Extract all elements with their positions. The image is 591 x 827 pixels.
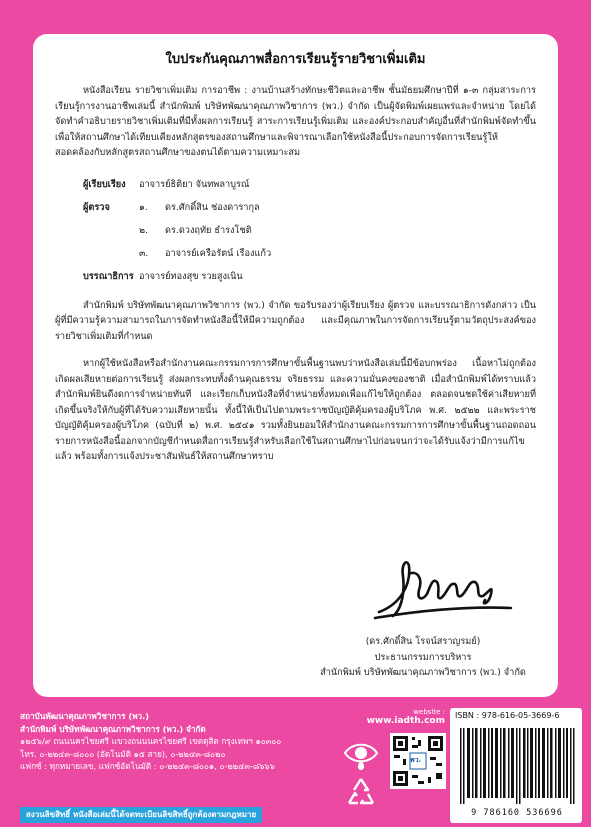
- signer-organization: สำนักพิมพ์ บริษัทพัฒนาคุณภาพวิชาการ (พว.) จำกัด: [320, 667, 526, 678]
- qr-label: พว.: [410, 756, 422, 764]
- recycle-icon: [344, 776, 378, 808]
- barcode-digits: 9 786160 536696: [471, 808, 563, 818]
- certification-paragraph: สำนักพิมพ์ บริษัทพัฒนาคุณภาพวิชาการ (พว.) จำกัด ขอรับรองว่าผู้เรียบเรียง ผู้ตรวจ และบรรณาธิการดังกล่าว เป็นผู้ที่มีความรู้ความสามารถในการจัดทำหนังสือนี้ให้มีความถูกต้อง และมีคุณภาพในการจัดการเรียนรู้ตามวัตถุประสงค์ของรายวิชาเพิ่มเติมที่กำหนด: [55, 299, 536, 342]
- reviewers-label: ผู้ตรวจ: [83, 201, 110, 213]
- signer-name: (ดร.ศักดิ์สิน โรจน์สราญรมย์): [365, 636, 481, 647]
- author-label: ผู้เรียบเรียง: [83, 178, 126, 190]
- footer: [0, 700, 591, 827]
- phone: โทร. ๐-๒๒๔๓-๘๐๐๐ (อัตโนมัติ ๑๕ สาย), ๐-๒๒๔๓-๘๐๒๐: [20, 748, 226, 759]
- copyright-notice: สงวนลิขสิทธิ์ หนังสือเล่มนี้ได้จดทะเบียนลิขสิทธิ์ถูกต้องตามกฎหมาย: [20, 807, 262, 823]
- org-name-1: สถาบันพัฒนาคุณภาพวิชาการ (พว.): [20, 711, 149, 721]
- reviewer-row: [55, 219, 536, 242]
- address: ๑๒๕๖/๙ ถนนนครไชยศรี แขวงถนนนครไชยศรี เขตดุสิต กรุงเทพฯ ๑๐๓๐๐: [20, 736, 282, 746]
- eye-care-icon: [342, 734, 380, 772]
- website-link[interactable]: www.iadth.com: [366, 716, 445, 726]
- reviewer-name: ดร.ดวงฤทัย ธำรงโชติ: [165, 224, 252, 236]
- editor-name: อาจารย์ทองสุข รวยสูงเนิน: [139, 270, 243, 282]
- reviewer-name: อาจารย์เครือรัตน์ เรืองแก้ว: [165, 247, 272, 259]
- website-label: website :: [413, 708, 445, 716]
- liability-paragraph: หากผู้ใช้หนังสือหรือสำนักงานคณะกรรมการการศึกษาขั้นพื้นฐานพบว่าหนังสือเล่มนี้มีข้อบกพร่อง เนื้อหาไม่ถูกต้อง เกิดผลเสียหายต่อการเรียนรู้ ส่งผลกระทบทั้งด้านคุณธรรม จริยธรรม และความมั่นคงของชาติ เมื่อสำนักพิมพ์ได้ทราบแล้ว สำนักพิมพ์ยินดีงดการจำหน่ายทันที และเรียกเก็บหนังสือที่จำหน่ายทั้งหมดเพื่อแก้ไขให้ถูกต้อง ตลอดจนชดใช้ค่าเสียหายที่เกิดขึ้นจริงให้กับผู้ที่ได้รับความเสียหายนั้น ทั้งนี้ให้เป็นไปตามพระราชบัญญัติคุ้มครองผู้บริโภค พ.ศ. ๒๕๒๒ และพระราชบัญญัติคุ้มครองผู้บริโภค (ฉบับที่ ๒) พ.ศ. ๒๕๔๑ รวมทั้งยินยอมให้สำนักงานคณะกรรมการการศึกษาขั้นพื้นฐานถอดถอนรายการหนังสือนี้ออกจากบัญชีกำหนดสื่อการเรียนรู้สำหรับเลือกใช้ในสถานศึกษาไปก่อนจนกว่าจะได้รับแจ้งว่ามีการแก้ไขแล้ว พร้อมทั้งการแจ้งประชาสัมพันธ์ให้สถานศึกษาทราบ: [55, 358, 536, 462]
- org-name-2: สำนักพิมพ์ บริษัทพัฒนาคุณภาพวิชาการ (พว.) จำกัด: [20, 723, 206, 734]
- reviewer-row: [55, 196, 536, 219]
- isbn-box: [450, 708, 582, 823]
- isbn-label: ISBN : 978-616-05-3669-6: [455, 711, 560, 720]
- signer-title: ประธานกรรมการบริหาร: [374, 651, 472, 663]
- certificate-title: ใบประกันคุณภาพสื่อการเรียนรู้รายวิชาเพิ่มเติม: [165, 52, 426, 67]
- intro-paragraph: หนังสือเรียน รายวิชาเพิ่มเติม การอาชีพ : งานบ้านสร้างทักษะชีวิตและอาชีพ ชั้นมัธยมศึกษาปีที่ ๑-๓ กลุ่มสาระการเรียนรู้การงานอาชีพเล่มนี้ สำนักพิมพ์ บริษัทพัฒนาคุณภาพวิชาการ (พว.) จำกัด เป็นผู้จัดพิมพ์เผยแพร่และจำหน่าย โดยได้จัดทำคำอธิบายรายวิชาเพิ่มเติมที่มีทั้งผลการเรียนรู้ สาระการเรียนรู้เพิ่มเติม และองค์ประกอบสำคัญอื่นที่สำนักพิมพ์จัดทำขึ้น เพื่อให้สถานศึกษาได้เทียบเคียงหลักสูตรของสถานศึกษาและพิจารณาเลือกใช้หนังสือนี้ประกอบการจัดการเรียนรู้ให้สอดคล้องกับหลักสูตรสถานศึกษาของตนได้ตามความเหมาะสม: [55, 85, 536, 158]
- certificate-card: [33, 34, 558, 697]
- barcode: [458, 728, 576, 804]
- author-name: อาจารย์ธิติยา จันทพลาบูรณ์: [139, 178, 250, 190]
- signer-details: [303, 634, 543, 681]
- reviewer-number: ๒.: [139, 224, 148, 236]
- credits-section: [55, 173, 536, 288]
- reviewer-name: ดร.ศักดิ์สิน ช่องดารากุล: [165, 201, 260, 213]
- website-info: [360, 708, 445, 726]
- signature-image: [371, 554, 521, 624]
- reviewer-number: ๑.: [139, 201, 148, 213]
- reviewer-number: ๓.: [139, 247, 149, 259]
- editor-row: [55, 265, 536, 288]
- editor-label: บรรณาธิการ: [83, 270, 134, 282]
- reviewer-row: [55, 242, 536, 265]
- fax: แฟกซ์ : ทุกหมายเลข, แฟกซ์อัตโนมัติ : ๐-๒๒๔๓-๘๐๐๑, ๐-๒๒๔๓-๘๖๖๖: [20, 761, 275, 771]
- author-row: [55, 173, 536, 196]
- publisher-info: [20, 710, 330, 773]
